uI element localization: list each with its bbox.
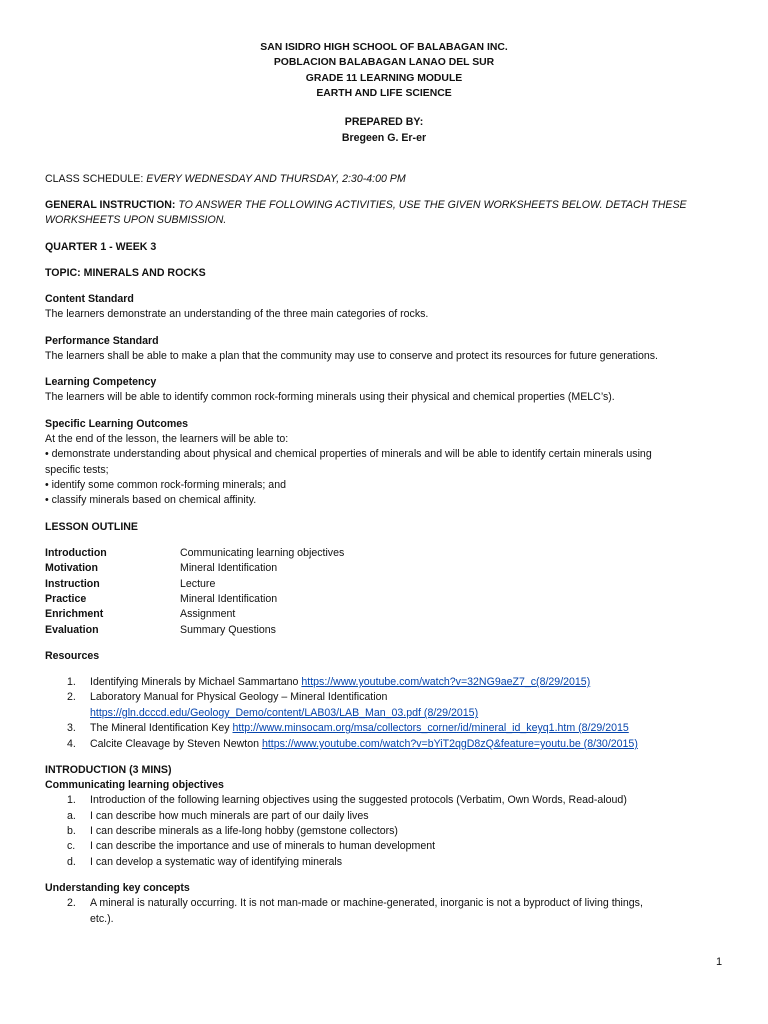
general-instruction-label: GENERAL INSTRUCTION: xyxy=(45,199,179,211)
outline-key: Evaluation xyxy=(45,624,99,636)
outline-row xyxy=(45,577,215,592)
general-instruction-text-1: TO ANSWER THE FOLLOWING ACTIVITIES, USE THE GIVEN WORKSHEETS BELOW. DETACH THESE xyxy=(178,199,687,211)
list-number: 1. xyxy=(67,676,76,688)
list-item xyxy=(67,824,398,839)
introduction-heading: INTRODUCTION (3 MINS) xyxy=(45,764,172,776)
outline-value: Lecture xyxy=(180,578,216,590)
outline-key: Introduction xyxy=(45,547,107,559)
content-standard-heading: Content Standard xyxy=(45,293,134,305)
class-schedule xyxy=(45,172,406,187)
prepared-by-name: Bregeen G. Er-er xyxy=(341,132,427,144)
outline-key: Motivation xyxy=(45,562,98,574)
key-concepts-heading: Understanding key concepts xyxy=(45,882,190,894)
list-text: Introduction of the following learning objectives using the suggested protocols (Verbatim, Own Words, Read-aloud) xyxy=(90,794,627,806)
list-text: I can describe the importance and use of minerals to human development xyxy=(90,840,436,852)
outline-key: Instruction xyxy=(45,578,100,590)
resource-text: Identifying Minerals by Michael Sammartano xyxy=(90,676,302,688)
resource-item-4 xyxy=(67,737,638,752)
outcomes-heading: Specific Learning Outcomes xyxy=(45,418,189,430)
resource-text: The Mineral Identification Key xyxy=(90,722,233,734)
list-text: etc.). xyxy=(90,913,114,925)
outline-row xyxy=(45,592,277,607)
list-item xyxy=(67,855,342,870)
resource-link[interactable]: https://www.youtube.com/watch?v=bYiT2qgD8zQ&feature=youtu.be (8/30/2015) xyxy=(261,738,638,750)
outcomes-intro: At the end of the lesson, the learners will be able to: xyxy=(45,433,289,445)
outline-value: Communicating learning objectives xyxy=(180,547,345,559)
list-number: 2. xyxy=(67,691,76,703)
outline-row xyxy=(45,546,344,561)
outline-key: Practice xyxy=(45,593,87,605)
general-instruction xyxy=(45,198,687,213)
resource-link[interactable]: http://www.minsocam.org/msa/collectors_corner/id/mineral_id_keyq1.htm (8/29/2015 xyxy=(232,722,629,734)
lesson-outline-heading: LESSON OUTLINE xyxy=(45,521,138,533)
list-text: I can describe minerals as a life-long hobby (gemstone collectors) xyxy=(90,825,398,837)
prepared-by-label: PREPARED BY: xyxy=(344,116,424,128)
outline-value: Summary Questions xyxy=(180,624,276,636)
list-item xyxy=(67,809,369,824)
resource-text: Calcite Cleavage by Steven Newton xyxy=(90,738,262,750)
introduction-subheading: Communicating learning objectives xyxy=(45,779,224,791)
list-letter: d. xyxy=(67,856,76,868)
outline-row xyxy=(45,561,277,576)
list-number: 4. xyxy=(67,738,76,750)
resource-link[interactable]: https://gln.dcccd.edu/Geology_Demo/content/LAB03/LAB_Man_03.pdf (8/29/2015) xyxy=(90,707,479,719)
resource-link[interactable]: https://www.youtube.com/watch?v=32NG9aeZ7_c(8/29/2015) xyxy=(301,676,591,688)
outcome-bullet-3: • classify minerals based on chemical affinity. xyxy=(45,494,257,506)
quarter-heading: QUARTER 1 - WEEK 3 xyxy=(45,241,157,253)
list-item xyxy=(67,896,643,911)
learning-competency-heading: Learning Competency xyxy=(45,376,157,388)
outline-row xyxy=(45,607,235,622)
list-text: A mineral is naturally occurring. It is not man-made or machine-generated, inorganic is not a byproduct of living things, xyxy=(90,897,643,909)
list-text: I can describe how much minerals are part of our daily lives xyxy=(90,810,369,822)
class-schedule-value: EVERY WEDNESDAY AND THURSDAY, 2:30-4:00 PM xyxy=(146,173,406,185)
list-letter: a. xyxy=(67,810,76,822)
page-number: 1 xyxy=(716,956,723,968)
document-header xyxy=(0,40,768,101)
list-item-cont xyxy=(67,912,114,927)
content-standard-text: The learners demonstrate an understanding of the three main categories of rocks. xyxy=(45,308,429,320)
outline-value: Mineral Identification xyxy=(180,562,278,574)
resource-item-3 xyxy=(67,721,629,736)
outcome-bullet-2: • identify some common rock-forming minerals; and xyxy=(45,479,286,491)
outline-value: Mineral Identification xyxy=(180,593,278,605)
list-number: 2. xyxy=(67,897,76,909)
general-instruction-text-2: WORKSHEETS UPON SUBMISSION. xyxy=(45,214,227,226)
resource-item-1 xyxy=(67,675,590,690)
list-number: 3. xyxy=(67,722,76,734)
list-item xyxy=(67,839,435,854)
list-number: 1. xyxy=(67,794,76,806)
resources-heading: Resources xyxy=(45,650,100,662)
topic-heading: TOPIC: MINERALS AND ROCKS xyxy=(45,267,206,279)
outcome-bullet-1-cont: specific tests; xyxy=(45,464,109,476)
class-schedule-label: CLASS SCHEDULE: xyxy=(45,173,147,185)
outline-value: Assignment xyxy=(180,608,236,620)
learning-competency-text: The learners will be able to identify common rock-forming minerals using their physical and chemical properties (MELC’s). xyxy=(45,391,615,403)
school-address: POBLACION BALABAGAN LANAO DEL SUR xyxy=(273,57,495,69)
resource-item-2-cont xyxy=(67,706,478,721)
school-name: SAN ISIDRO HIGH SCHOOL OF BALABAGAN INC. xyxy=(260,42,508,53)
performance-standard-text: The learners shall be able to make a plan that the community may use to conserve and protect its resources for future generations. xyxy=(45,350,658,362)
resource-item-2 xyxy=(67,690,387,705)
subject-title: EARTH AND LIFE SCIENCE xyxy=(316,87,452,99)
list-letter: b. xyxy=(67,825,76,837)
performance-standard-heading: Performance Standard xyxy=(45,335,159,347)
module-grade: GRADE 11 LEARNING MODULE xyxy=(305,72,463,84)
outline-key: Enrichment xyxy=(45,608,104,620)
list-letter: c. xyxy=(67,840,76,852)
outcome-bullet-1: • demonstrate understanding about physical and chemical properties of minerals and will be able to identify certain minerals using xyxy=(45,448,652,460)
resource-text: Laboratory Manual for Physical Geology – Mineral Identification xyxy=(90,691,388,703)
list-item xyxy=(67,793,627,808)
outline-row xyxy=(45,623,276,638)
list-text: I can develop a systematic way of identifying minerals xyxy=(90,856,343,868)
